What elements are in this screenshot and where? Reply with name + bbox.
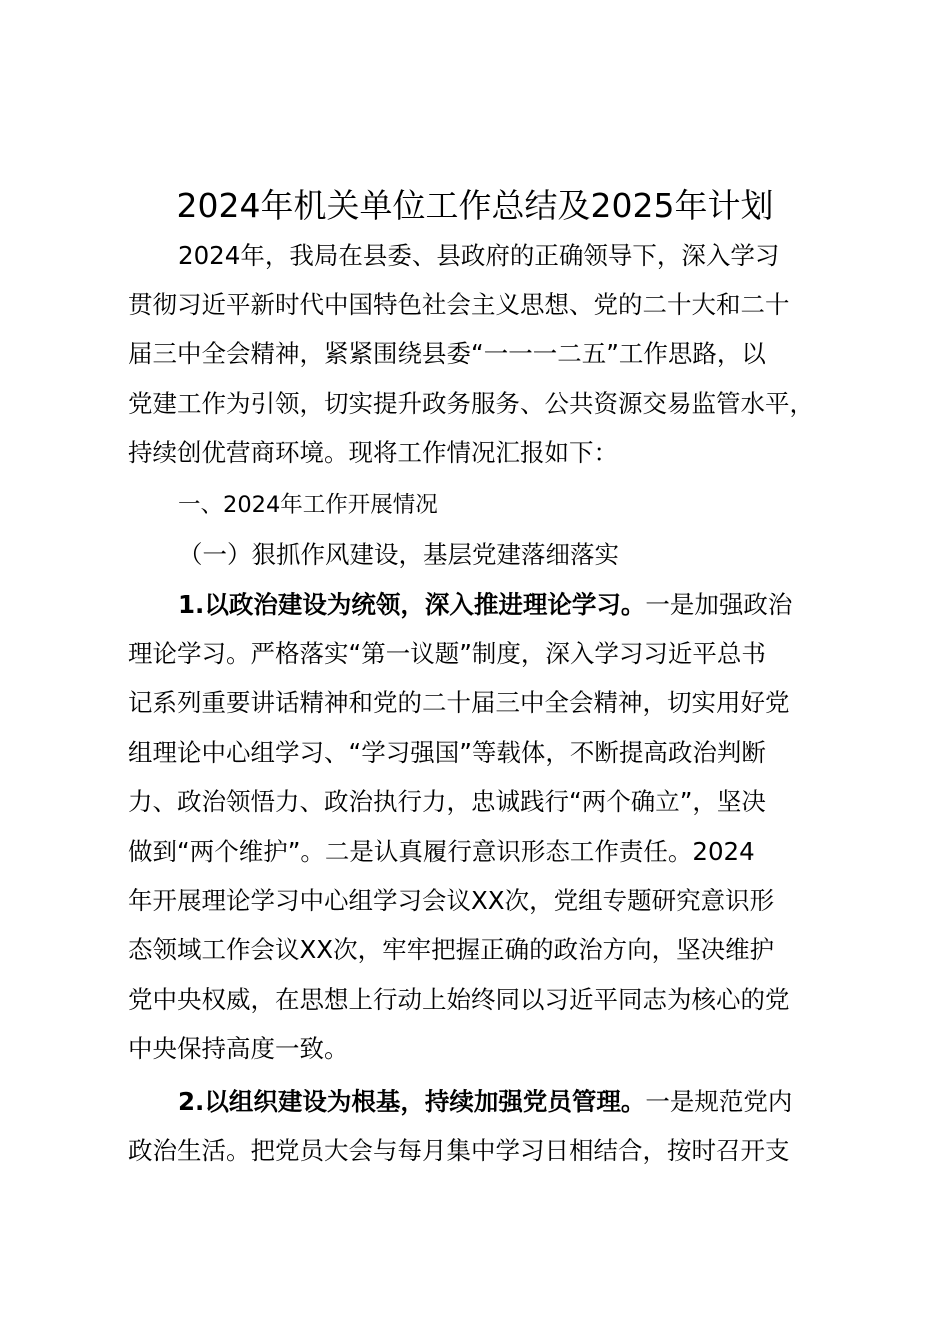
item-2-first-line bbox=[178, 1084, 792, 1120]
item-1-line-7: 态领域工作会议XX次，牢牢把握正确的政治方向，坚决维护 bbox=[128, 935, 775, 964]
item-1-line-3: 组理论中心组学习、“学习强国”等载体，不断提高政治判断 bbox=[128, 738, 766, 767]
item-1-line-8: 党中央权威，在思想上行动上始终同以习近平同志为核心的党 bbox=[128, 985, 790, 1014]
item-2-line-1: 政治生活。把党员大会与每月集中学习日相结合，按时召开支 bbox=[128, 1136, 790, 1165]
item-1-line-6: 年开展理论学习中心组学习会议XX次，党组专题研究意识形 bbox=[128, 886, 775, 915]
intro-line-4: 党建工作为引领，切实提升政务服务、公共资源交易监管水平， bbox=[128, 389, 814, 418]
section-heading-1: 一、2024年工作开展情况 bbox=[178, 492, 438, 518]
item-1-line-9: 中央保持高度一致。 bbox=[128, 1034, 349, 1063]
intro-line-5: 持续创优营商环境。现将工作情况汇报如下： bbox=[128, 438, 618, 467]
item-1-first-line bbox=[178, 587, 792, 623]
item-1-heading: 1.以政治建设为统领，深入推进理论学习。 bbox=[178, 590, 646, 619]
intro-line-3: 届三中全会精神，紧紧围绕县委“一一一二五”工作思路，以 bbox=[128, 339, 766, 368]
item-2-heading: 2.以组织建设为根基，持续加强党员管理。 bbox=[178, 1087, 646, 1116]
item-1-line-2: 记系列重要讲话精神和党的二十届三中全会精神，切实用好党 bbox=[128, 688, 790, 717]
subsection-heading-1: （一）狠抓作风建设，基层党建落细落实 bbox=[178, 540, 619, 569]
item-1-line-5: 做到“两个维护”。二是认真履行意识形态工作责任。2024 bbox=[128, 837, 755, 866]
item-1-line-4: 力、政治领悟力、政治执行力，忠诚践行“两个确立”，坚决 bbox=[128, 787, 766, 816]
item-1-line-1: 理论学习。严格落实“第一议题”制度，深入学习习近平总书 bbox=[128, 639, 766, 668]
intro-line-1: 2024年，我局在县委、县政府的正确领导下，深入学习 bbox=[178, 241, 780, 270]
item-1-first-line-rest: 一是加强政治 bbox=[645, 590, 793, 619]
document-title: 2024年机关单位工作总结及2025年计划 bbox=[176, 186, 774, 225]
item-2-first-line-rest: 一是规范党内 bbox=[645, 1087, 793, 1116]
intro-line-2: 贯彻习近平新时代中国特色社会主义思想、党的二十大和二十 bbox=[128, 290, 790, 319]
